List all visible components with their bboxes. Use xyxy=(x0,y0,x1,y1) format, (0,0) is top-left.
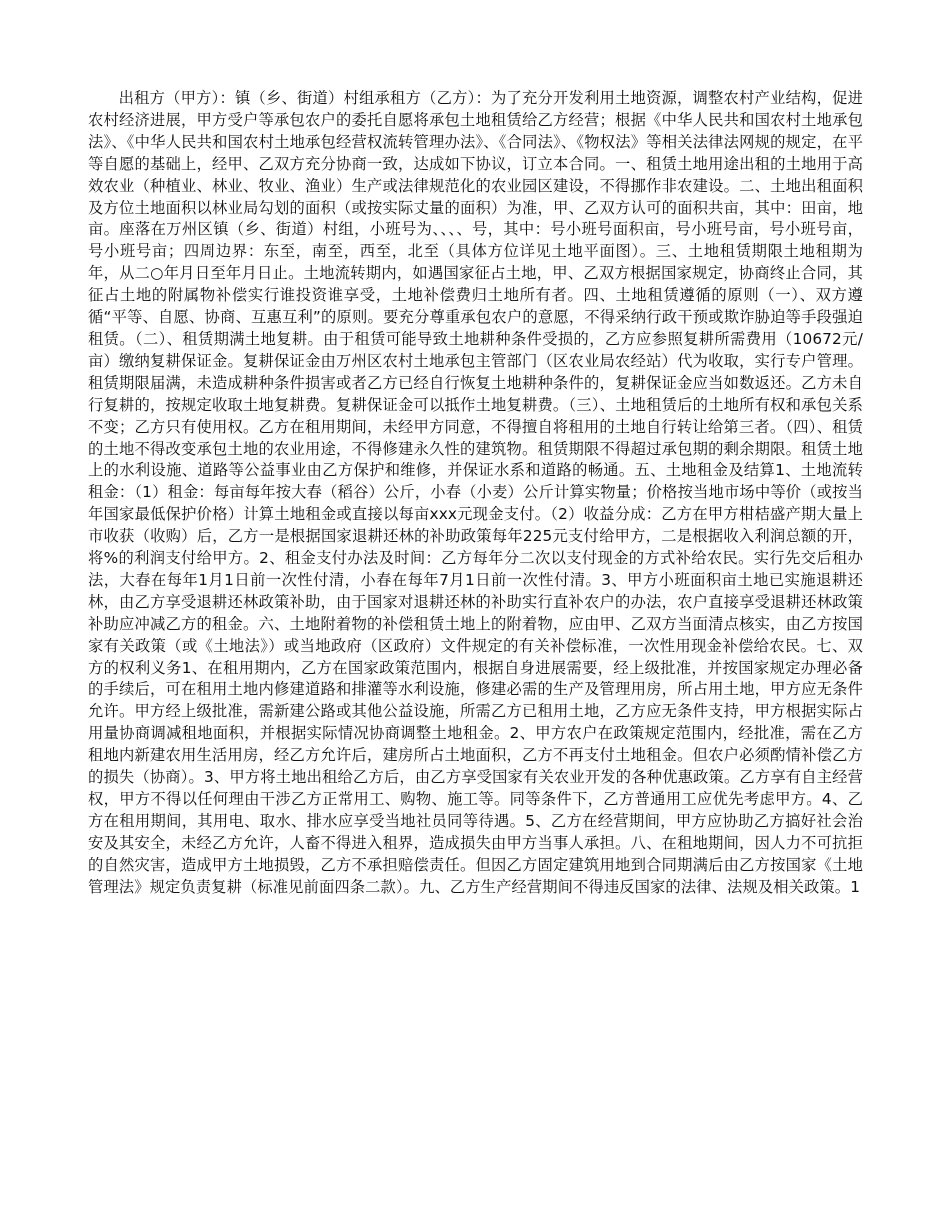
contract-body-text: 出租方（甲方）：镇（乡、街道）村组承租方（乙方）：为了充分开发利用土地资源，调整农村产业结构，促进农村经济进展，甲方受户等承包农户的委托自愿将承包土地租赁给乙方经营；根据《中华人民共和国农村土地承包法》、《中华人民共和国农村土地承包经营权流转管理办法》、《合同法》、《物权法》等相关法律法网规的规定，在平等自愿的基础上，经甲、乙双方充分协商一致，达成如下协议，订立本合同。一、租赁土地用途出租的土地用于高效农业（种植业、林业、牧业、渔业）生产或法律规范化的农业园区建设，不得挪作非农建设。二、土地出租面积及方位土地面积以林业局勾划的面积（或按实际丈量的面积）为准，甲、乙双方认可的面积共亩，其中：田亩，地亩。座落在万州区镇（乡、街道）村组，小班号为、、、、号，其中：号小班号面积亩，号小班号亩，号小班号亩，号小班号亩；四周边界：东至，南至，西至，北至（具体方位详见土地平面图）。三、土地租赁期限土地租期为年，从二○年月日至年月日止。土地流转期内，如遇国家征占土地，甲、乙双方根据国家规定，协商终止合同，其征占土地的附属物补偿实行谁投资谁享受，土地补偿费归土地所有者。四、土地租赁遵循的原则（一）、双方遵循“平等、自愿、协商、互惠互利”的原则。要充分尊重承包农户的意愿，不得采纳行政干预或欺诈胁迫等手段强迫租赁。（二）、租赁期满土地复耕。由于租赁可能导致土地耕种条件受损的，乙方应参照复耕所需费用（10672元/亩）缴纳复耕保证金。复耕保证金由万州区农村土地承包主管部门（区农业局农经站）代为收取，实行专户管理。租赁期限届满，未造成耕种条件损害或者乙方已经自行恢复土地耕种条件的，复耕保证金应当如数返还。乙方未自行复耕的，按规定收取土地复耕费。复耕保证金可以抵作土地复耕费。（三）、土地租赁后的土地所有权和承包关系不变；乙方只有使用权。乙方在租用期间，未经甲方同意，不得擅自将租用的土地自行转让给第三者。（四）、租赁的土地不得改变承包土地的农业用途，不得修建永久性的建筑物。租赁期限不得超过承包期的剩余期限。租赁土地上的水利设施、道路等公益事业由乙方保护和维修，并保证水系和道路的畅通。五、土地租金及结算1、土地流转租金：（1）租金：每亩每年按大春（稻谷）公斤，小春（小麦）公斤计算实物量；价格按当地市场中等价（或按当年国家最低保护价格）计算土地租金或直接以每亩xxx元现金支付。（2）收益分成：乙方在甲方柑桔盛产期大量上市收获（收购）后，乙方一是根据国家退耕还林的补助政策每年225元支付给甲方，二是根据收入利润总额的开，将%的利润支付给甲方。2、租金支付办法及时间：乙方每年分二次以支付现金的方式补给农民。实行先交后租办法，大春在每年1月1日前一次性付清，小春在每年7月1日前一次性付清。3、甲方小班面积亩土地已实施退耕还林，由乙方享受退耕还林政策补助，由于国家对退耕还林的补助实行直补农户的办法，农户直接享受退耕还林政策补助应冲减乙方的租金。六、土地附着物的补偿租赁土地上的附着物，应由甲、乙双方当面清点核实，由乙方按国家有关政策（或《土地法》）或当地政府（区政府）文件规定的有关补偿标准，一次性用现金补偿给农民。七、双方的权利义务1、在租用期内，乙方在国家政策范围内，根据自身进展需要，经上级批准，并按国家规定办理必备的手续后，可在租用土地内修建道路和排灌等水利设施，修建必需的生产及管理用房，所占用土地，甲方应无条件允许。甲方经上级批准，需新建公路或其他公益设施，所需乙方已租用土地，乙方应无条件支持，甲方根据实际占用量协商调减租地面积，并根据实际情况协商调整土地租金。2、甲方农户在政策规定范围内，经批准，需在乙方租地内新建农用生活用房，经乙方允许后，建房所占土地面积，乙方不再支付土地租金。但农户必须酌情补偿乙方的损失（协商）。3、甲方将土地出租给乙方后，由乙方享受国家有关农业开发的各种优惠政策。乙方享有自主经营权，甲方不得以任何理由干涉乙方正常用工、购物、施工等。同等条件下，乙方普通用工应优先考虑甲方。4、乙方在租用期间，其用电、取水、排水应享受当地社员同等待遇。5、乙方在经营期间，甲方应协助乙方搞好社会治安及其安全，未经乙方允许，人畜不得进入租界，造成损失由甲方当事人承担。八、在租地期间，因人力不可抗拒的自然灾害，造成甲方土地损毁，乙方不承担赔偿责任。但因乙方固定建筑用地到合同期满后由乙方按国家《土地管理法》规定负责复耕（标准见前面四条二款）。九、乙方生产经营期间不得违反国家的法律、法规及相关政策。1 xyxy=(88,89,863,896)
